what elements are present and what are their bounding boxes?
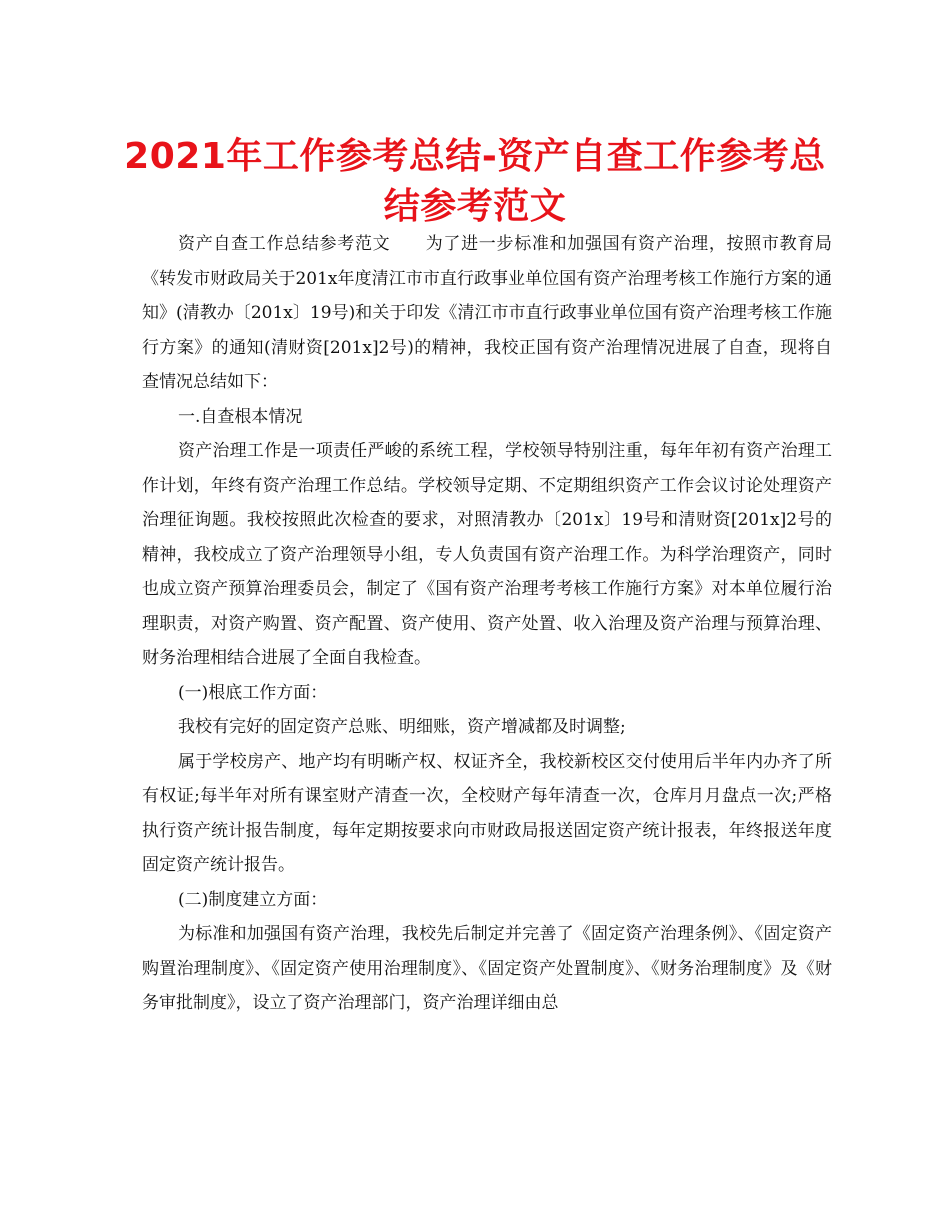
paragraph-property: 属于学校房产、地产均有明晰产权、权证齐全，我校新校区交付使用后半年内办齐了所有权证;每半年对所有课室财产清查一次，全校财产每年清查一次，仓库月月盘点一次;严格执行资产统计报告制度，每年定期按要求向市财政局报送固定资产统计报表，年终报送年度固定资产统计报告。 [142,751,832,875]
section-heading-self-check: 一.自查根本情况 [178,406,303,427]
paragraph-ledger: 我校有完好的固定资产总账、明细账，资产增减都及时调整; [178,717,626,737]
subsection-heading-basic-work: (一)根底工作方面： [178,682,328,703]
document-title: 2021年工作参考总结-资产自查工作参考总结参考范文 [124,136,826,227]
paragraph-system: 为标准和加强国有资产治理，我校先后制定并完善了《固定资产治理条例》、《固定资产购置治理制度》、《固定资产使用治理制度》、《固定资产处置制度》、《财务治理制度》及《财务审批制度》，设立了资产治理部门，资产治理详细由总 [142,924,832,1013]
document-body [142,227,832,1021]
paragraph-self-check: 资产治理工作是一项责任严峻的系统工程，学校领导特别注重，每年年初有资产治理工作计划，年终有资产治理工作总结。学校领导定期、不定期组织资产工作会议讨论处理资产治理征询题。我校按照此次检查的要求，对照清教办〔201x〕19号和清财资[201x]2号的精神，我校成立了资产治理领导小组，专人负责国有资产治理工作。为科学治理资产，同时也成立资产预算治理委员会，制定了《国有资产治理考考核工作施行方案》对本单位履行治理职责，对资产购置、资产配置、资产使用、资产处置、收入治理及资产治理与预算治理、财务治理相结合进展了全面自我检查。 [142,441,832,668]
paragraph-intro: 资产自查工作总结参考范文 为了进一步标准和加强国有资产治理，按照市教育局《转发市财政局关于201x年度清江市市直行政事业单位国有资产治理考核工作施行方案的通知》(清教办〔201x〕19号)和关于印发《清江市市直行政事业单位国有资产治理考核工作施行方案》的通知(清财资[201x]2号)的精神，我校正国有资产治理情况进展了自查，现将自查情况总结如下： [142,234,832,392]
subsection-heading-system: (二)制度建立方面： [178,889,328,910]
